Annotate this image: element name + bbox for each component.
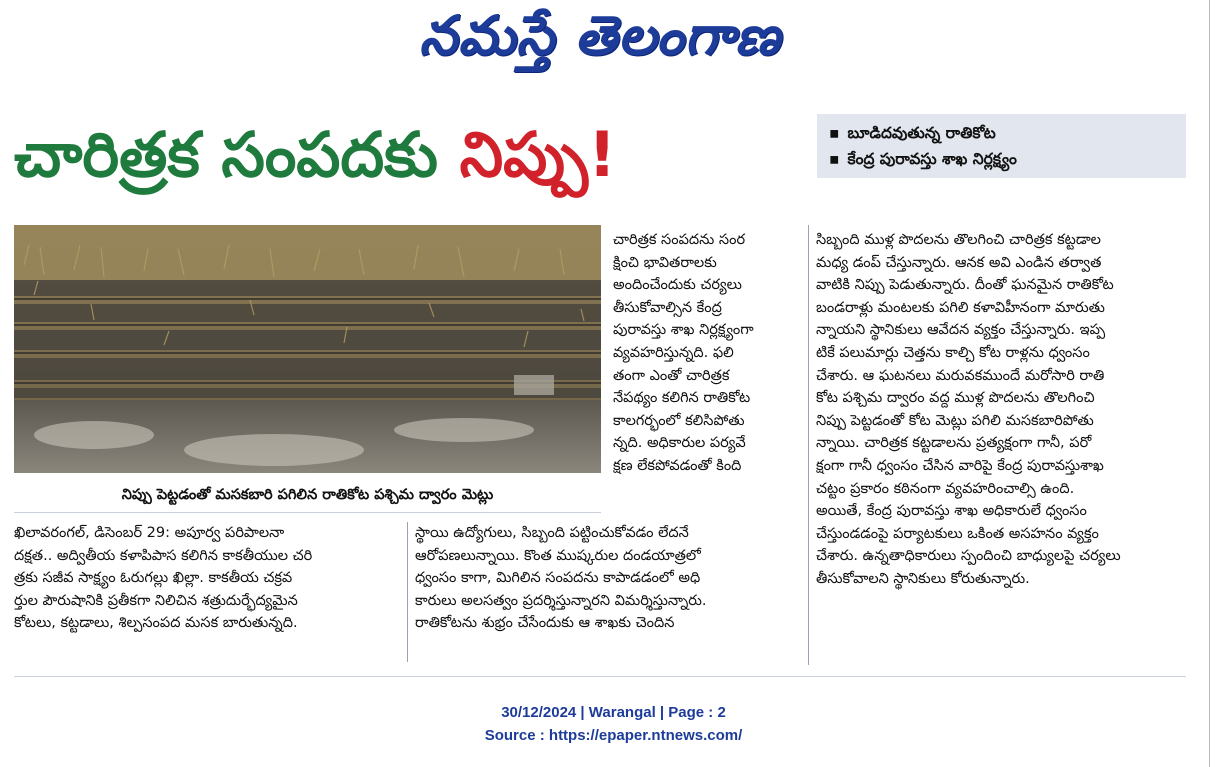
text-line: కారులు అలసత్వం ప్రదర్శిస్తున్నారని విమర్శిస్తున్నారు.: [415, 592, 707, 609]
footer-edition-info: 30/12/2024 | Warangal | Page : 2: [501, 704, 726, 721]
text-line: తంగా ఎంతో చారిత్రక: [613, 367, 730, 384]
article-column-left: [14, 522, 404, 635]
text-line: అందించేందుకు చర్యలు: [613, 277, 742, 294]
headline-part1: చారిత్రక సంపదకు: [14, 118, 460, 191]
column-divider: [808, 225, 809, 665]
footer-source-link[interactable]: Source : https://epaper.ntnews.com/: [484, 727, 743, 744]
text-line: కోటలు, కట్టడాలు, శిల్పసంపద మసక బారుతున్నది.: [14, 615, 298, 632]
text-line: రాతికోటను శుభ్రం చేసేందుకు ఆ శాఖకు చెందిన: [415, 615, 675, 632]
highlight-item: [829, 120, 1186, 146]
text-line: క్షించి భావితరాలకు: [613, 254, 717, 271]
text-line: బండరాళ్లు మంటలకు పగిలి కళావిహీనంగా మారుతు: [816, 299, 1105, 316]
text-line: నిప్పు పెట్టడంతో కోట మెట్లు పగిలి మసకబారిపోతు: [816, 412, 1094, 429]
text-line: నేపథ్యం కలిగిన రాతికోట: [613, 390, 751, 407]
highlight-text: బూడిదవుతున్న రాతికోట: [847, 124, 996, 142]
bottom-rule: [14, 676, 1186, 677]
text-line: చట్టం ప్రకారం కఠినంగా వ్యవహరించాల్సి ఉంది.: [816, 480, 1075, 497]
bullet-icon: ▪: [829, 150, 840, 168]
highlights-box: [817, 114, 1186, 178]
highlight-item: [829, 146, 1186, 172]
headline-part2: నిప్పు!: [459, 118, 617, 191]
text-line: క్షంగా గానీ ధ్వంసం చేసిన వారిపై కేంద్ర పురావస్తుశాఖ: [816, 457, 1104, 474]
text-line: చేస్తుండడంపై పర్యాటకులు ఒకింత అసహనం వ్యక్తం: [816, 525, 1099, 542]
article-column-middle-bottom: [415, 522, 803, 635]
text-line: తీసుకోవాలని స్థానికులు కోరుతున్నారు.: [816, 570, 1030, 587]
column-divider: [407, 522, 408, 662]
stone-steps-photo: [14, 225, 601, 473]
text-line: ఆరోపణలున్నాయి. కొంత ముష్కరుల దండయాత్రలో: [415, 547, 701, 564]
text-line: న్నాయి. చారిత్రక కట్టడాలను ప్రత్యక్షంగా గానీ, పరో: [816, 435, 1092, 452]
text-line: స్థాయి ఉద్యోగులు, సిబ్బంది పట్టించుకోవడం లేదనే: [415, 525, 689, 541]
text-line: క్షణ లేకపోవడంతో కింది: [613, 457, 742, 474]
highlight-text: కేంద్ర పురావస్తు శాఖ నిర్లక్ష్యం: [847, 150, 1017, 168]
newspaper-masthead: [300, 0, 900, 85]
text-line: దక్షత.. అద్వితీయ కళాపిపాస కలిగిన కాకతీయుల చరి: [14, 547, 313, 564]
text-line: తీసుకోవాల్సిన కేంద్ర: [613, 299, 722, 316]
text-line: వ్యవహరిస్తున్నది. ఫలి: [613, 344, 734, 361]
text-line: కాలగర్భంలో కలిసిపోతు: [613, 412, 745, 429]
text-line: పురావస్తు శాఖ నిర్లక్ష్యంగా: [613, 322, 754, 339]
masthead-title: నమస్తే తెలంగాణ: [419, 4, 781, 67]
text-line: అయితే, కేంద్ర పురావస్తు శాఖ అధికారులే ధ్వంసం: [816, 503, 1087, 520]
text-line: న్నది. అధికారుల పర్యవే: [613, 435, 746, 452]
text-line: చేశారు. ఉన్నతాధికారులు స్పందించి బాధ్యులపై చర్యలు: [816, 548, 1121, 565]
text-line: త్రకు సజీవ సాక్ష్యం ఓరుగల్లు ఖిల్లా. కాకతీయ చక్రవ: [14, 570, 293, 587]
bullet-icon: ▪: [829, 124, 840, 142]
text-line: కోట పశ్చిమ ద్వారం వద్ద ముళ్ల పొదలను తొలగించి: [816, 390, 1095, 407]
text-line: సిబ్బంది ముళ్ల పొదలను తొలగించి చారిత్రక కట్టడాల: [816, 232, 1101, 248]
caption-rule: [14, 512, 601, 513]
photo-caption: నిప్పు పెట్టడంతో మసకబారి పగిలిన రాతికోట పశ్చిమ ద్వారం మెట్లు: [121, 487, 494, 503]
text-line: చేశారు. ఆ ఘటనలు మరువకముందే మరోసారి రాతి: [816, 367, 1105, 384]
article-photo: [14, 225, 601, 473]
article-column-middle-top: [613, 229, 802, 478]
article-headline: [14, 110, 814, 200]
text-line: చారిత్రక సంపదను సంర: [613, 232, 746, 248]
text-line: ఖిలావరంగల్, డిసెంబర్ 29: అపూర్వ పరిపాలనా: [14, 525, 285, 541]
text-line: టికే పలుమార్లు చెత్తను కాల్చి కోట రాళ్లను ధ్వంసం: [816, 344, 1090, 361]
article-column-right: [816, 229, 1188, 591]
text-line: వాటికి నిప్పు పెడుతున్నారు. దీంతో ఘనమైన రాతికోట: [816, 277, 1114, 294]
text-line: ధ్వంసం కాగా, మిగిలిన సంపదను కాపాడడంలో అధి: [415, 570, 701, 587]
text-line: ర్తుల పౌరుషానికి ప్రతీకగా నిలిచిన శత్రుదుర్భేద్యమైన: [14, 592, 298, 609]
text-line: న్నాయని స్థానికులు ఆవేదన వ్యక్తం చేస్తున్నారు. ఇప్ప: [816, 322, 1106, 339]
page-border: [1209, 0, 1216, 767]
text-line: మధ్య డంప్ చేస్తున్నారు. ఆనక అవి ఎండిన తర్వాత: [816, 254, 1102, 271]
